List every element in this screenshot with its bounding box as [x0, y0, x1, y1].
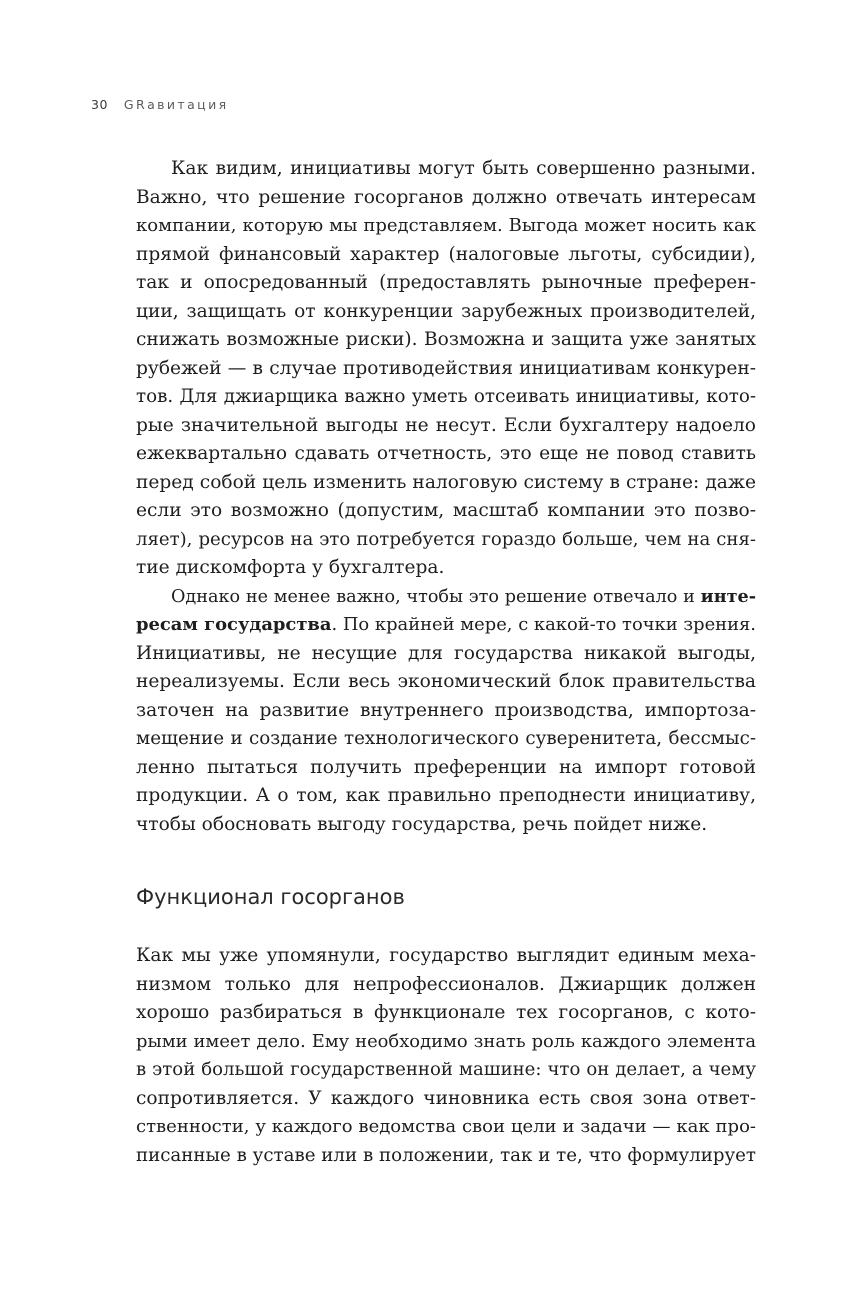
text-line: ляет), ресурсов на это потребуется гораздо больше, чем на сня- [136, 528, 756, 550]
paragraph-agency-functions [136, 942, 756, 1170]
text-line: Как видим, инициативы могут быть совершенно разными. [171, 158, 756, 179]
text-line [136, 611, 756, 640]
body-text-lower [136, 942, 756, 1170]
text-line: Инициативы, не несущие для государства никакой выгоды, [136, 642, 756, 664]
text-line: рубежей — в случае противодействия инициативам конкурен- [136, 357, 756, 379]
text-line: нереализуемы. Если весь экономический блок правительства [136, 671, 756, 692]
page-number: 30 [91, 97, 108, 112]
text-line [136, 583, 756, 612]
text-line: компании, которую мы представляем. Выгода может носить как [136, 215, 756, 236]
text-line: заточен на развитие внутреннего производства, импортоза- [136, 699, 756, 721]
text-line: мещение и создание технологического суверенитета, бессмыс- [136, 728, 756, 749]
text-line: в этой большой государственной машине: что он делает, а чему [136, 1059, 756, 1080]
text-line: рые значительной выгоды не несут. Если бухгалтеру надоело [136, 414, 756, 436]
bold-phrase: ресам государства [136, 614, 332, 635]
body-text-upper [136, 155, 756, 839]
running-head [91, 97, 229, 115]
text-line: перед собой цель изменить налоговую систему в стране: даже [136, 471, 756, 493]
text-line: ции, защищать от конкуренции зарубежных производителей, [136, 300, 756, 322]
text-line: если это возможно (допустим, масштаб компании это позво- [136, 500, 756, 521]
text-line: низмом только для непрофессионалов. Джиарщик должен [136, 973, 756, 995]
running-title: GRавитация [123, 97, 229, 112]
text-line: сопротивляется. У каждого чиновника есть своя зона ответ- [136, 1087, 756, 1109]
text-line: Важно, что решение госорганов должно отвечать интересам [136, 186, 756, 208]
text-line: ленно пытаться получить преференции на импорт готовой [136, 756, 756, 778]
text-line: прямой финансовый характер (налоговые льготы, субсидии), [136, 243, 756, 265]
text-line: ственности, у каждого ведомства свои цели и задачи — как про- [136, 1116, 756, 1137]
text-line: тие дискомфорта у бухгалтера. [136, 557, 445, 578]
text-line: Как мы уже упомянули, государство выглядит единым меха- [136, 945, 756, 966]
text-line: чтобы обосновать выгоду государства, речь пойдет ниже. [136, 813, 708, 835]
section-heading: Функционал госорганов [136, 885, 405, 909]
bold-phrase: инте- [700, 585, 756, 607]
paragraph-state-interests [136, 583, 756, 840]
text-segment: Однако не менее важно, чтобы это решение отвечало и [171, 586, 701, 607]
text-line: хорошо разбираться в функционале тех госорганов, с кото- [136, 1002, 756, 1023]
text-line: писанные в уставе или в положении, так и те, что формулирует [136, 1144, 756, 1166]
text-line: так и опосредованный (предоставлять рыночные преферен- [136, 272, 756, 293]
paragraph-initiatives [136, 155, 756, 583]
text-segment: . По крайней мере, с какой-то точки зрения. [331, 614, 756, 635]
text-line: рыми имеет дело. Ему необходимо знать роль каждого элемента [136, 1030, 756, 1052]
text-line: продукции. А о том, как правильно преподнести инициативу, [136, 785, 756, 806]
text-line: снижать возможные риски). Возможна и защита уже занятых [136, 329, 756, 350]
text-line: ежеквартально сдавать отчетность, это еще не повод ставить [136, 443, 756, 464]
text-line: тов. Для джиарщика важно уметь отсеивать инициативы, кото- [136, 386, 756, 407]
